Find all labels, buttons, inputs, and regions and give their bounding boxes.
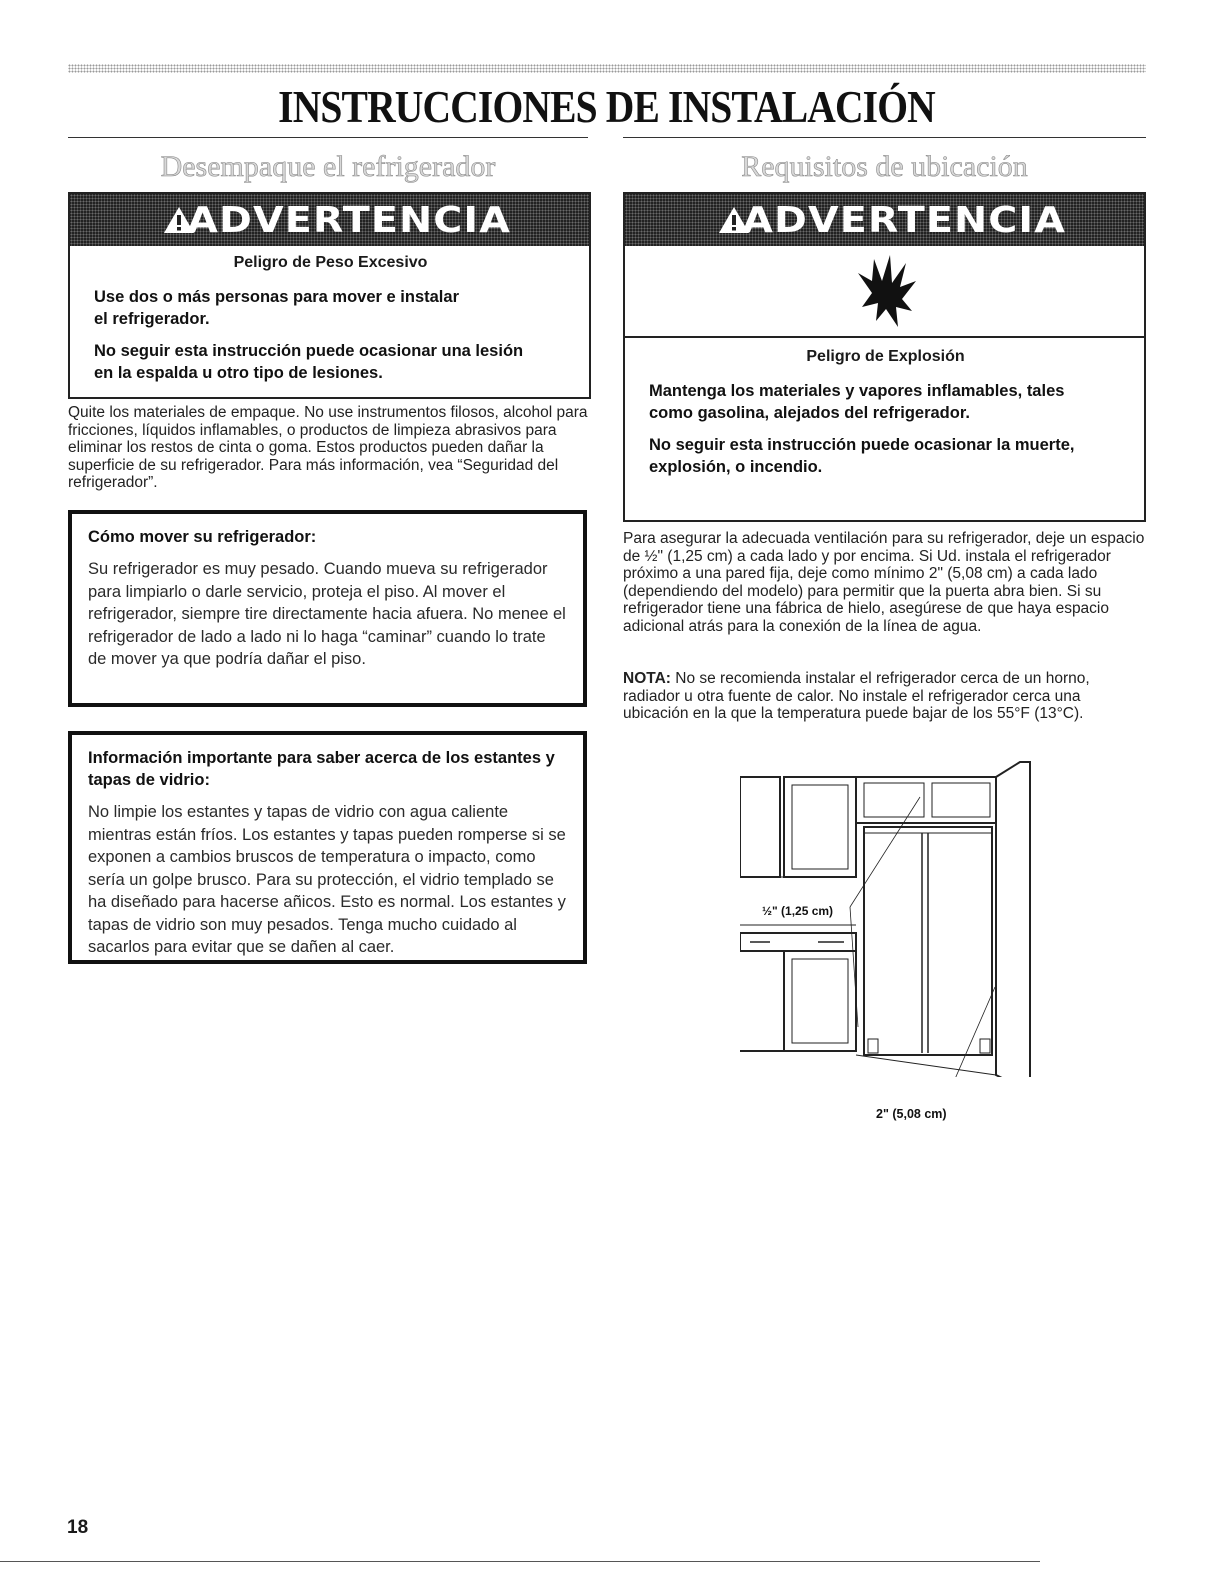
top-decorative-band <box>68 64 1146 73</box>
left-divider <box>68 137 588 138</box>
warning-label: ADVERTENCIA <box>187 199 512 241</box>
glass-text: No limpie los estantes y tapas de vidrio con agua caliente mientras están fríos. Los estantes y tapas pueden romperse si se exponen a cambios bruscos de temperatura o impacto, como sería un golpe brusco. Para su protección, el vidrio templado se ha diseñado para hacerse añicos. Esto es normal. Los estantes y tapas de vidrio son muy pesados. Tenga mucho cuidado al sacarlos para evitar que se dañen al caer. <box>88 803 566 956</box>
right-section-heading: Requisitos de ubicación <box>741 150 1028 183</box>
note-text: No se recomienda instalar el refrigerador cerca de un horno, radiador u otra fuente de calor. No instale el refrigerador cerca una ubicación en la que la temperatura puede bajar de los 55°F (13°C). <box>623 670 1090 723</box>
half-inch-label: ½" (1,25 cm) <box>762 904 834 918</box>
unpack-paragraph: Quite los materiales de empaque. No use instrumentos filosos, alcohol para fricciones, líquidos inflamables, o productos de limpieza abrasivos para eliminar los restos de cinta o goma. Estos productos pueden dañar la superficie de su refrigerador. Para más información, vea “Seguridad del refrigerador”. <box>68 404 588 492</box>
warning-instruction: Use dos o más personas para mover e instalar el refrigerador. <box>94 288 459 328</box>
warning-consequence: No seguir esta instrucción puede ocasionar la muerte, explosión, o incendio. <box>649 436 1075 476</box>
warning-hazard-title: Peligro de Peso Excesivo <box>233 254 428 271</box>
warning-hazard-title: Peligro de Explosión <box>806 348 965 365</box>
weight-warning-box <box>68 192 591 399</box>
right-divider <box>623 137 1146 138</box>
warning-banner <box>625 194 1144 246</box>
warning-banner <box>70 194 589 246</box>
left-section-heading: Desempaque el refrigerador <box>160 150 496 183</box>
warning-label: ADVERTENCIA <box>742 199 1067 241</box>
warning-instruction: Mantenga los materiales y vapores inflamables, tales como gasolina, alejados del refrigerador. <box>649 382 1065 422</box>
glass-info-box <box>68 731 587 964</box>
explosion-warning-box <box>623 192 1146 522</box>
clearance-diagram <box>740 757 1040 1077</box>
location-note <box>623 670 1145 723</box>
location-paragraph: Para asegurar la adecuada ventilación para su refrigerador, deje un espacio de ½" (1,25 cm) a cada lado y por encima. Si Ud. instala el refrigerador próximo a una pared fija, deje como mínimo 2" (5,08 cm) a cada lado (dependiendo del modelo) para permitir que la puerta abra bien. Si su refrigerador tiene una fábrica de hielo, asegúrese de que haya espacio adicional atrás para la conexión de la línea de agua. <box>623 530 1145 635</box>
glass-title: Información importante para saber acerca de los estantes y tapas de vidrio: <box>88 749 555 789</box>
explosion-icon-box <box>625 246 1144 338</box>
moving-text: Su refrigerador es muy pesado. Cuando mueva su refrigerador para limpiarlo o darle servicio, proteja el piso. Al mover el refrigerador, siempre tire directamente hacia afuera. No menee el refrigerador de lado a lado ni lo haga “caminar” cuando lo trate de mover ya que podría dañar el piso. <box>88 560 566 668</box>
bottom-rule <box>0 1561 1040 1562</box>
moving-title: Cómo mover su refrigerador: <box>88 528 317 546</box>
note-label: NOTA: <box>623 670 671 687</box>
page-title: INSTRUCCIONES DE INSTALACIÓN <box>278 81 935 132</box>
page-number: 18 <box>67 1517 89 1538</box>
warning-consequence: No seguir esta instrucción puede ocasionar una lesión en la espalda u otro tipo de lesiones. <box>94 342 524 382</box>
two-inch-label: 2" (5,08 cm) <box>876 1107 947 1121</box>
explosion-icon <box>850 251 920 331</box>
moving-info-box <box>68 510 587 707</box>
